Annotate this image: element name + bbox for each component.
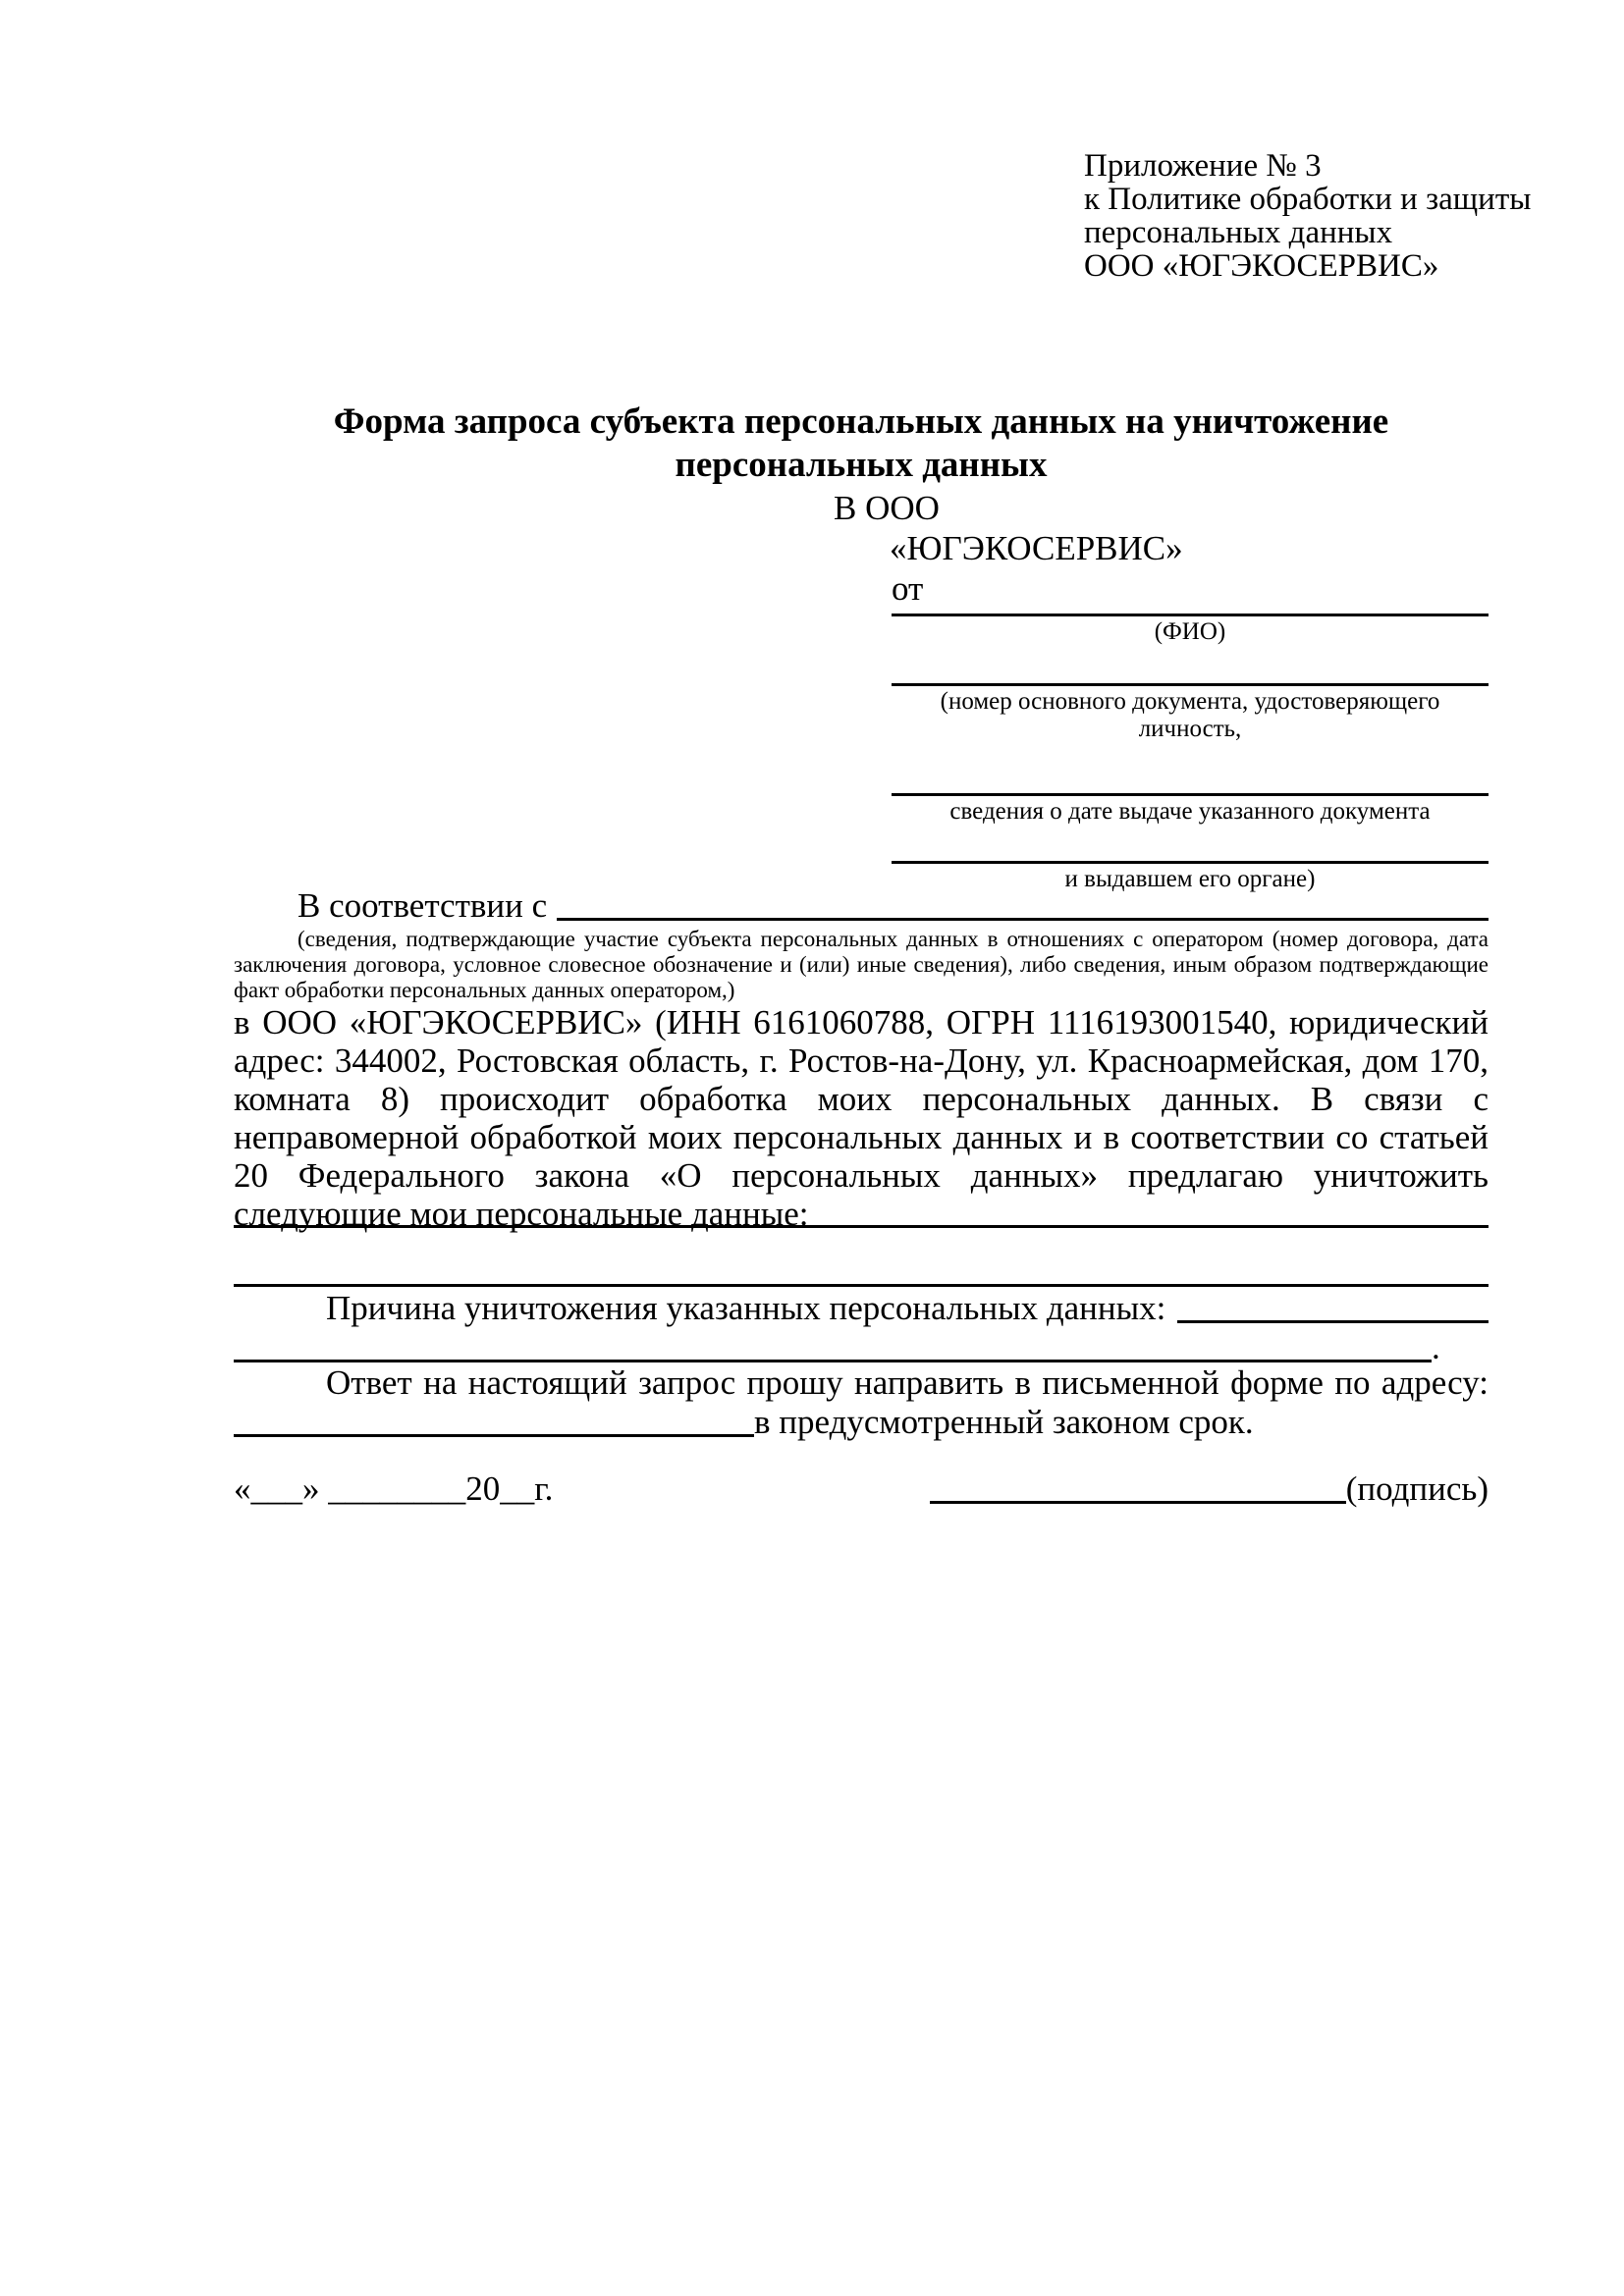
signature-blank-line bbox=[930, 1501, 1346, 1504]
response-request-line: Ответ на настоящий запрос прошу направить в письменной форме по адресу: bbox=[326, 1363, 1489, 1402]
annex-line: к Политике обработки и защиты bbox=[1084, 182, 1532, 217]
fio-caption: (ФИО) bbox=[1154, 618, 1226, 645]
reason-continuation-blank-line bbox=[234, 1327, 1432, 1362]
issuer-blank-line bbox=[892, 826, 1489, 864]
signature-caption: (подпись) bbox=[1345, 1469, 1489, 1508]
personal-data-blank-line bbox=[234, 1168, 1489, 1228]
identity-fields bbox=[892, 587, 1489, 893]
date-line: «___» ________20__г. bbox=[234, 1469, 554, 1508]
reason-continuation-line bbox=[234, 1327, 1489, 1367]
annex-line: ООО «ЮГЭКОСЕРВИС» bbox=[1084, 248, 1439, 284]
issue-date-blank-line bbox=[892, 743, 1489, 796]
reason-label: Причина уничтожения указанных персональных данных: bbox=[326, 1289, 1166, 1327]
personal-data-blank-line bbox=[234, 1228, 1489, 1287]
document-number-caption: (номер основного документа, удостоверяющего личность, bbox=[940, 688, 1440, 742]
response-address-line bbox=[234, 1402, 1489, 1442]
accordance-note: (сведения, подтверждающие участие субъекта персональных данных в отношениях с оператором (номер договора, дата заключения договора, условное словесное обозначение и (или) иные сведения), либо сведения, иным образом подтверждающие факт обработки персональных данных оператором,) bbox=[234, 927, 1489, 1002]
address-blank-line bbox=[234, 1402, 754, 1437]
personal-data-blank-lines bbox=[234, 1168, 1489, 1287]
issue-date-caption: сведения о дате выдаче указанного документа bbox=[949, 798, 1431, 825]
fio-blank-line bbox=[892, 587, 1489, 616]
annex-line: Приложение № 3 bbox=[1084, 148, 1322, 184]
addressee-from-label: от bbox=[892, 569, 924, 608]
response-tail: в предусмотренный законом срок. bbox=[754, 1403, 1254, 1441]
accordance-blank-line bbox=[557, 885, 1489, 921]
issuer-caption: и выдавшем его органе) bbox=[1064, 866, 1316, 892]
addressee-line: В ООО bbox=[834, 489, 940, 527]
form-title bbox=[234, 400, 1489, 487]
form-title-line: персональных данных bbox=[675, 445, 1048, 485]
annex-header bbox=[1084, 149, 1531, 283]
date-signature-row bbox=[234, 1468, 1489, 1509]
reason-blank-line bbox=[1177, 1288, 1489, 1323]
form-title-line: Форма запроса субъекта персональных данных на уничтожение bbox=[333, 401, 1389, 442]
reason-line bbox=[234, 1288, 1489, 1328]
accordance-line bbox=[234, 885, 1489, 926]
period-mark: . bbox=[1432, 1328, 1440, 1366]
document-number-blank-line bbox=[892, 646, 1489, 686]
annex-line: персональных данных bbox=[1084, 215, 1393, 250]
addressee-company: «ЮГЭКОСЕРВИС» bbox=[890, 529, 1183, 567]
main-paragraph: в ООО «ЮГЭКОСЕРВИС» (ИНН 6161060788, ОГРН 1116193001540, юридический адрес: 344002, Ростовская область, г. Ростов-на-Дону, ул. Красноармейская, дом 170, комната 8) происходит обработка моих персональных данных. В связи с неправомерной обработкой моих персональных данных и в соответствии со статьей 20 Федерального закона «О персональных данных» предлагаю уничтожить следующие мои персональные данные: bbox=[234, 1003, 1489, 1233]
accordance-lead: В соответствии с bbox=[298, 886, 548, 925]
